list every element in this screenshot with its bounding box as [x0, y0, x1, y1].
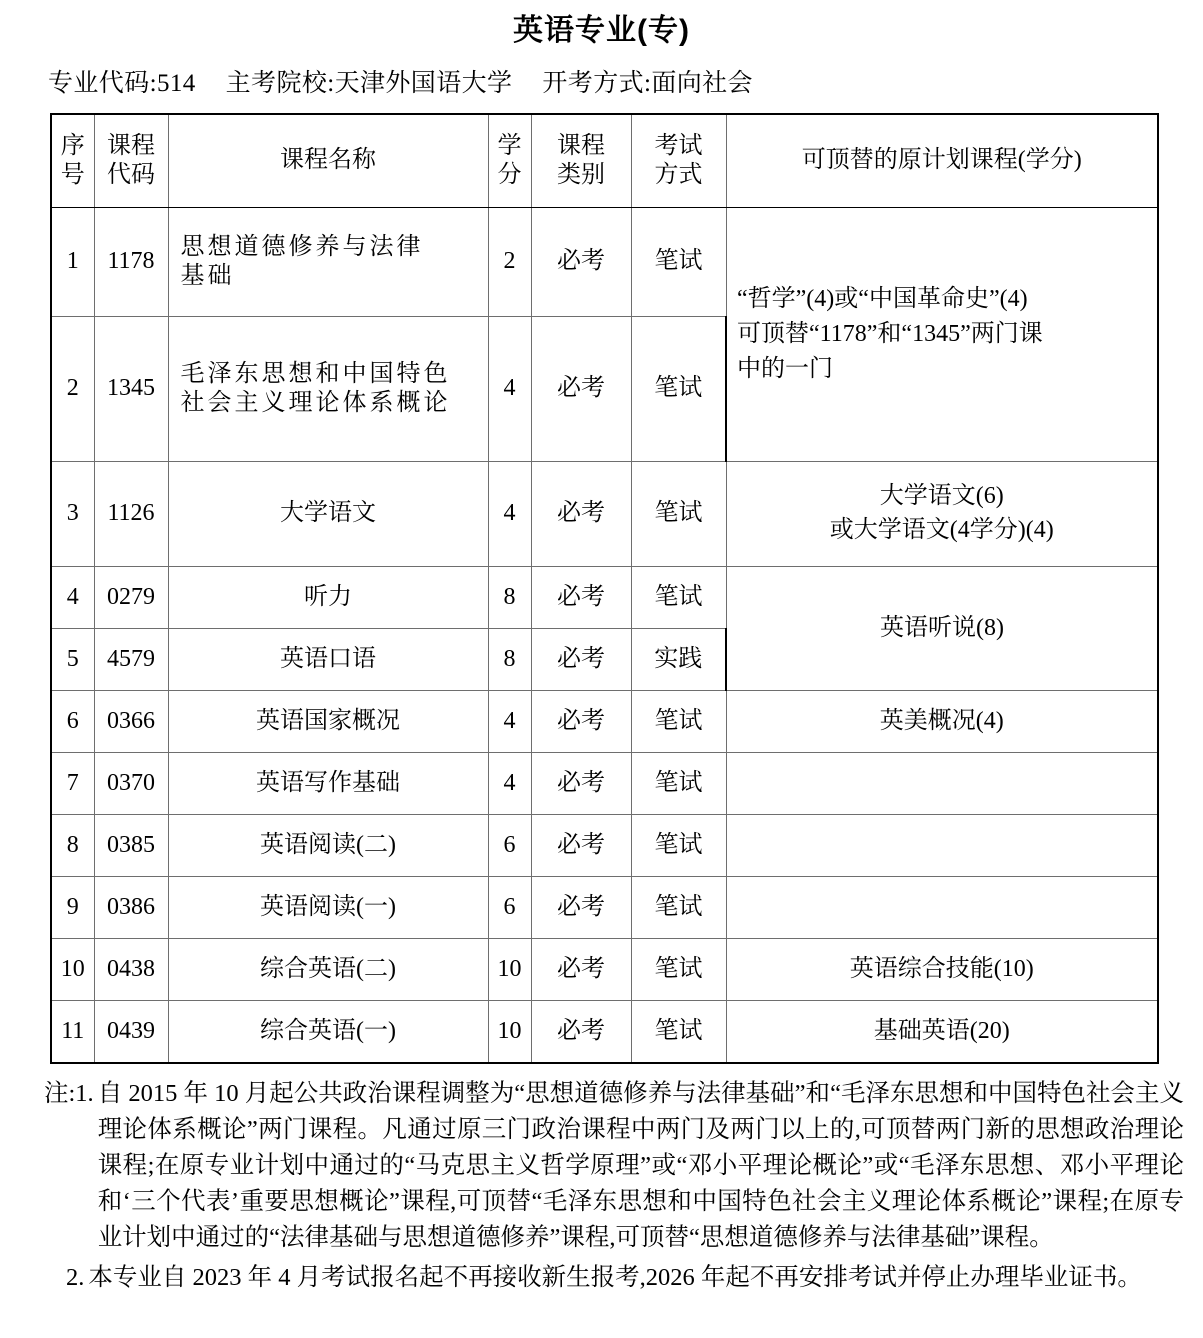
table-row: [51, 815, 1158, 877]
cell-replaceable: [726, 877, 1158, 939]
cell-seq: 7: [51, 753, 94, 815]
table-header: [51, 114, 1158, 208]
table-row: [51, 462, 1158, 567]
footnote-item-1: [44, 1076, 1184, 1256]
cell-category: 必考: [531, 877, 631, 939]
cell-replaceable-politics: [726, 208, 1158, 462]
cell-course-name: 综合英语(一): [168, 1001, 488, 1064]
exam-mode: 开考方式:面向社会: [542, 70, 753, 97]
cell-replaceable: 基础英语(20): [726, 1001, 1158, 1064]
table-header-row: [51, 114, 1158, 208]
column-header-category-line2: 类别: [557, 162, 605, 188]
cell-code: 0385: [94, 815, 168, 877]
column-header-code: [94, 114, 168, 208]
cell-credit: 6: [488, 877, 531, 939]
cell-code: 1178: [94, 208, 168, 317]
table-row: [51, 753, 1158, 815]
course-name-line2: 社会主义理论体系概论: [180, 390, 451, 416]
cell-replaceable-listening: 英语听说(8): [726, 567, 1158, 691]
cell-category: 必考: [531, 208, 631, 317]
cell-category: 必考: [531, 1001, 631, 1064]
cell-code: 1126: [94, 462, 168, 567]
column-header-exam-line2: 方式: [654, 162, 703, 188]
cell-replaceable: [726, 815, 1158, 877]
cell-course-name: 大学语文: [168, 462, 488, 567]
column-header-exam: [631, 114, 726, 208]
cell-exam-method: 笔试: [631, 691, 726, 753]
cell-exam-method: 笔试: [631, 753, 726, 815]
column-header-credit-line2: 分: [497, 162, 522, 188]
cell-credit: 10: [488, 1001, 531, 1064]
cell-course-name: [168, 317, 488, 462]
cell-course-name: 英语阅读(一): [168, 877, 488, 939]
cell-credit: 4: [488, 317, 531, 462]
cell-category: 必考: [531, 462, 631, 567]
cell-exam-method: 笔试: [631, 1001, 726, 1064]
cell-course-name: 英语口语: [168, 629, 488, 691]
table-row: [51, 691, 1158, 753]
footnote-1-text: 自 2015 年 10 月起公共政治课程调整为“思想道德修养与法律基础”和“毛泽东思想和中国特色社会主义理论体系概论”两门课程。凡通过原三门政治课程中两门及两门以上的,可顶替两门新的思想政治理论课程;在原专业计划中通过的“马克思主义哲学原理”或“邓小平理论概论”或“毛泽东思想、邓小平理论和‘三个代表’重要思想概论”课程,可顶替“毛泽东思想和中国特色社会主义理论体系概论”课程;在原专业计划中通过的“法律基础与思想道德修养”课程,可顶替“思想道德修养与法律基础”课程。: [97, 1080, 1184, 1251]
cell-seq: 2: [51, 317, 94, 462]
cell-course-name: 综合英语(二): [168, 939, 488, 1001]
cell-exam-method: 笔试: [631, 567, 726, 629]
course-table-container: [50, 113, 1157, 1064]
column-header-seq-line2: 号: [60, 162, 85, 188]
cell-credit: 4: [488, 462, 531, 567]
cell-code: 0439: [94, 1001, 168, 1064]
cell-credit: 6: [488, 815, 531, 877]
cell-exam-method: 笔试: [631, 939, 726, 1001]
cell-category: 必考: [531, 815, 631, 877]
cell-seq: 10: [51, 939, 94, 1001]
cell-category: 必考: [531, 691, 631, 753]
cell-code: 0370: [94, 753, 168, 815]
replace-politics-line2: 可顶替“1178”和“1345”两门课: [737, 321, 1043, 348]
cell-seq: 9: [51, 877, 94, 939]
column-header-code-line2: 代码: [107, 162, 155, 188]
cell-credit: 4: [488, 691, 531, 753]
footnote-1-label: 注:1.: [44, 1080, 94, 1107]
cell-code: 0386: [94, 877, 168, 939]
footnote-2-label: 2.: [66, 1264, 85, 1291]
cell-replaceable: 英美概况(4): [726, 691, 1158, 753]
cell-course-name: [168, 208, 488, 317]
replace-line1: 大学语文(6): [879, 483, 1004, 510]
cell-course-name: 英语写作基础: [168, 753, 488, 815]
column-header-replaceable: 可顶替的原计划课程(学分): [726, 114, 1158, 208]
cell-course-name: 听力: [168, 567, 488, 629]
replace-line2: 或大学语文(4学分)(4): [829, 517, 1054, 543]
cell-category: 必考: [531, 567, 631, 629]
cell-credit: 8: [488, 629, 531, 691]
cell-course-name: 英语阅读(二): [168, 815, 488, 877]
column-header-exam-line1: 考试: [654, 132, 703, 159]
course-name-line1: 思想道德修养与法律: [180, 233, 424, 260]
cell-code: 0438: [94, 939, 168, 1001]
cell-seq: 4: [51, 567, 94, 629]
cell-code: 0279: [94, 567, 168, 629]
table-body: [51, 208, 1158, 1064]
cell-exam-method: 笔试: [631, 815, 726, 877]
cell-exam-method: 笔试: [631, 877, 726, 939]
page-title: 英语专业(专): [513, 14, 690, 47]
cell-seq: 5: [51, 629, 94, 691]
table-row: [51, 939, 1158, 1001]
column-header-category-line1: 课程: [557, 132, 605, 159]
document-meta-line: [48, 63, 1203, 99]
cell-seq: 11: [51, 1001, 94, 1064]
cell-category: 必考: [531, 629, 631, 691]
footnote-item-2: [66, 1260, 1184, 1296]
cell-seq: 1: [51, 208, 94, 317]
course-name-line1: 毛泽东思想和中国特色: [180, 360, 451, 387]
footnote-2-text: 本专业自 2023 年 4 月考试报名起不再接收新生报考,2026 年起不再安排考试并停止办理毕业证书。: [88, 1264, 1142, 1291]
host-school: 主考院校:天津外国语大学: [225, 70, 513, 97]
cell-replaceable: [726, 753, 1158, 815]
cell-code: 0366: [94, 691, 168, 753]
cell-exam-method: 笔试: [631, 208, 726, 317]
cell-category: 必考: [531, 939, 631, 1001]
cell-category: 必考: [531, 317, 631, 462]
column-header-credit-line1: 学: [497, 132, 522, 159]
column-header-name: 课程名称: [168, 114, 488, 208]
cell-replaceable: [726, 462, 1158, 567]
cell-course-name: 英语国家概况: [168, 691, 488, 753]
cell-category: 必考: [531, 753, 631, 815]
footnotes: [44, 1076, 1184, 1296]
replace-politics-line1: “哲学”(4)或“中国革命史”(4): [737, 286, 1028, 313]
cell-credit: 4: [488, 753, 531, 815]
cell-seq: 6: [51, 691, 94, 753]
cell-exam-method: 实践: [631, 629, 726, 691]
cell-code: 1345: [94, 317, 168, 462]
replace-politics-line3: 中的一门: [737, 355, 833, 382]
column-header-code-line1: 课程: [107, 132, 155, 159]
cell-seq: 8: [51, 815, 94, 877]
course-table: [50, 113, 1159, 1064]
cell-credit: 8: [488, 567, 531, 629]
table-row: [51, 208, 1158, 317]
column-header-seq-line1: 序: [60, 132, 85, 159]
column-header-seq: [51, 114, 94, 208]
major-code: 专业代码:514: [48, 70, 196, 97]
table-row: [51, 567, 1158, 629]
cell-replaceable: 英语综合技能(10): [726, 939, 1158, 1001]
table-row: [51, 877, 1158, 939]
column-header-category: [531, 114, 631, 208]
column-header-credit: [488, 114, 531, 208]
cell-seq: 3: [51, 462, 94, 567]
cell-credit: 2: [488, 208, 531, 317]
course-name-line2: 基础: [180, 263, 235, 289]
cell-exam-method: 笔试: [631, 462, 726, 567]
cell-exam-method: 笔试: [631, 317, 726, 462]
cell-code: 4579: [94, 629, 168, 691]
table-row: [51, 1001, 1158, 1064]
cell-credit: 10: [488, 939, 531, 1001]
